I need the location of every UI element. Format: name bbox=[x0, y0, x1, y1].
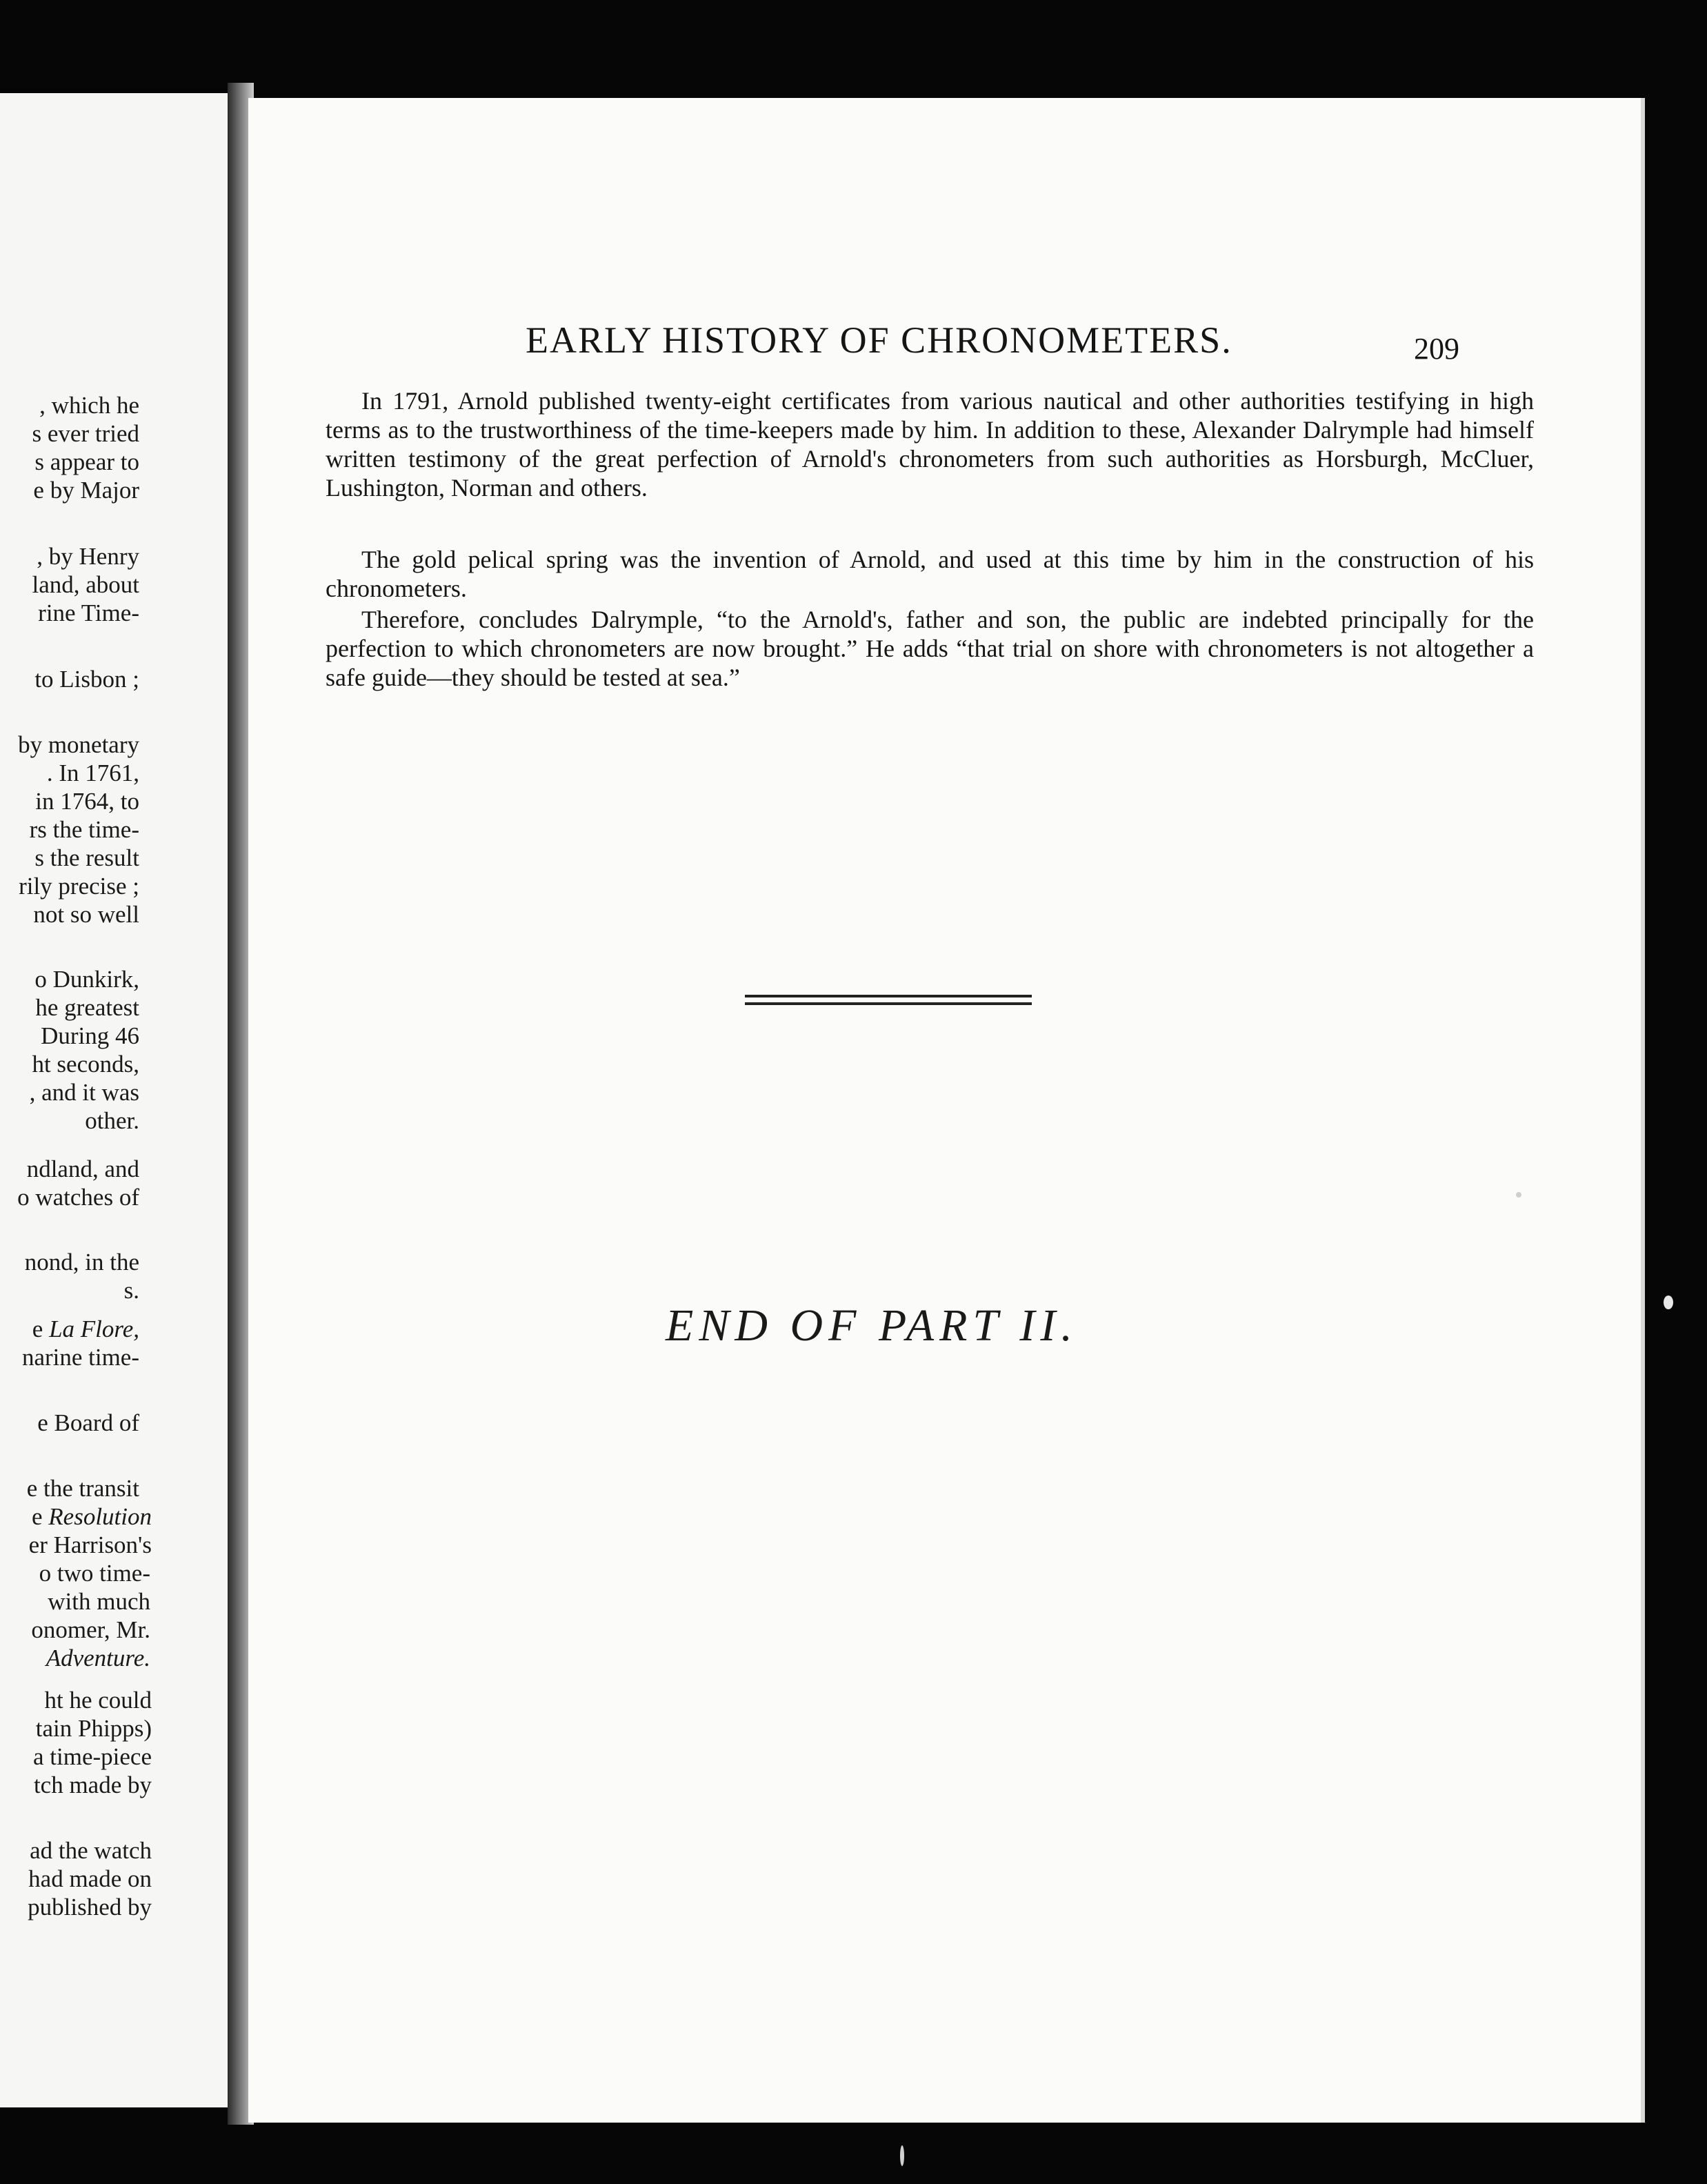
facing-line: , by Henry bbox=[37, 543, 139, 570]
facing-line: tch made by bbox=[33, 1771, 152, 1798]
facing-line: e Resolution bbox=[31, 1503, 152, 1530]
facing-line: ad the watch bbox=[30, 1837, 152, 1864]
facing-line: with much bbox=[48, 1588, 150, 1615]
book-page bbox=[248, 98, 1645, 2123]
facing-page-fragment bbox=[0, 93, 228, 2107]
end-of-part-heading: END OF PART II. bbox=[666, 1300, 1078, 1351]
paragraph: The gold pelical spring was the invention of Arnold, and used at this time by him in the construction of his chronometers. bbox=[326, 546, 1534, 602]
facing-line: to Lisbon ; bbox=[34, 666, 139, 693]
facing-line: rine Time- bbox=[38, 599, 139, 626]
facing-line: rs the time- bbox=[29, 816, 139, 843]
facing-line: had made on bbox=[28, 1865, 152, 1892]
page-number: 209 bbox=[1414, 332, 1459, 366]
running-title: EARLY HISTORY OF CHRONOMETERS. bbox=[526, 319, 1232, 361]
facing-line: land, about bbox=[32, 571, 139, 598]
facing-line: e Board of bbox=[37, 1409, 139, 1436]
facing-line: . In 1761, bbox=[46, 760, 139, 786]
scan-speck bbox=[1664, 1295, 1673, 1309]
double-rule-divider bbox=[745, 995, 1032, 1010]
paragraph: Therefore, concludes Dalrymple, “to the Arnold's, father and son, the public are indebted principally for the perfection to which chronometers are now brought.” He adds “that trial on shore with chronometers is not altogether a safe guide—they should be tested at sea.” bbox=[326, 606, 1534, 691]
facing-line: tain Phipps) bbox=[35, 1715, 152, 1742]
facing-line: o Dunkirk, bbox=[34, 966, 139, 993]
facing-line: e the transit bbox=[26, 1475, 139, 1502]
facing-line: not so well bbox=[33, 901, 139, 928]
facing-line: e by Major bbox=[33, 477, 139, 504]
facing-line: s ever tried bbox=[32, 420, 139, 447]
facing-line: e La Flore, bbox=[32, 1316, 139, 1342]
facing-line: narine time- bbox=[21, 1344, 139, 1371]
facing-line: ndland, and bbox=[26, 1155, 139, 1182]
facing-line: a time-piece bbox=[33, 1743, 152, 1770]
facing-line: onomer, Mr. bbox=[31, 1616, 150, 1643]
scan-speck bbox=[1516, 1192, 1521, 1198]
facing-line: in 1764, to bbox=[35, 788, 139, 815]
facing-line: ht seconds, bbox=[32, 1051, 139, 1078]
facing-line: o watches of bbox=[17, 1184, 139, 1211]
facing-line: ht he could bbox=[44, 1687, 152, 1714]
facing-line: , which he bbox=[39, 392, 139, 419]
facing-line: he greatest bbox=[35, 994, 139, 1021]
facing-line: nond, in the bbox=[24, 1249, 139, 1275]
facing-line: Adventure. bbox=[46, 1645, 150, 1671]
facing-line: s appear to bbox=[34, 448, 139, 475]
facing-line: published by bbox=[28, 1894, 152, 1920]
paragraph: In 1791, Arnold published twenty-eight certificates from various nautical and other authorities testifying in high terms as to the trustworthiness of the time-keepers made by him. In addition to these, Alexander Dalrymple had himself written testimony of the great perfection of Arnold's chronometers from such authorities as Horsburgh, McCluer, Lushington, Norman and others. bbox=[326, 387, 1534, 502]
facing-line: s. bbox=[123, 1277, 139, 1304]
facing-line: by monetary bbox=[18, 731, 139, 758]
facing-line: , and it was bbox=[29, 1079, 139, 1106]
facing-line: er Harrison's bbox=[28, 1531, 152, 1558]
facing-line: rily precise ; bbox=[19, 873, 139, 900]
facing-line: o two time- bbox=[39, 1560, 150, 1587]
scan-speck bbox=[900, 2145, 904, 2166]
facing-line: other. bbox=[85, 1107, 139, 1134]
facing-line: During 46 bbox=[41, 1022, 139, 1049]
facing-line: s the result bbox=[34, 844, 139, 871]
